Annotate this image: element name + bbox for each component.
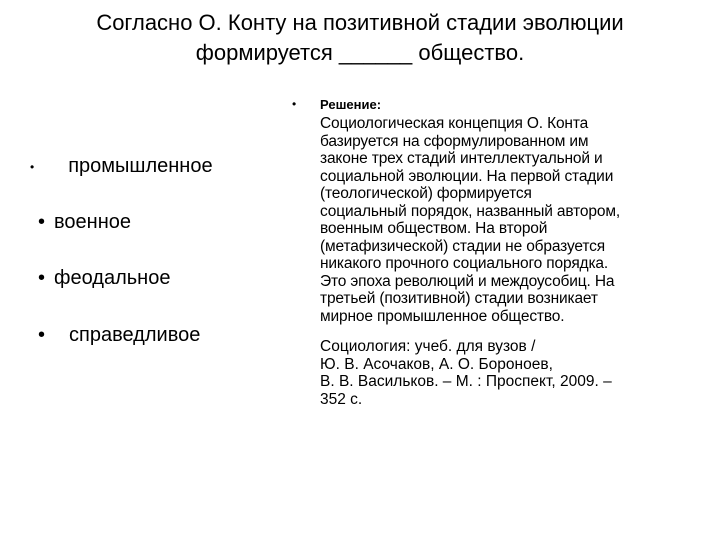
reference-line: Ю. В. Асочаков, А. О. Бороноев, xyxy=(320,355,553,373)
solution-line: законе трех стадий интеллектуальной и xyxy=(320,150,603,167)
solution-line: Социологическая концепция О. Конта xyxy=(320,115,589,132)
option-3 xyxy=(38,266,170,290)
bullet: • xyxy=(38,211,46,233)
solution-line: третьей (позитивной) стадии возникает xyxy=(320,290,598,307)
option-label: феодальное xyxy=(54,267,171,289)
solution-heading: Решение: xyxy=(320,97,382,112)
solution-line: никакого прочного социального порядка. xyxy=(320,255,609,272)
solution-line: социальный порядок, названный автором, xyxy=(320,202,620,220)
solution-line: Это эпоха революций и междоусобиц. На xyxy=(320,272,615,290)
solution-bullet: • xyxy=(292,97,297,111)
bullet: • xyxy=(38,324,46,346)
title-line-1: Согласно О. Конту на позитивной стадии эволюции xyxy=(96,10,624,35)
option-1 xyxy=(30,154,213,179)
solution-line: базируется на сформулированном им xyxy=(320,132,589,150)
solution-line: социальной эволюции. На первой стадии xyxy=(320,167,614,185)
option-label: военное xyxy=(54,211,131,233)
reference-line: Социология: учеб. для вузов / xyxy=(320,338,536,355)
reference-line: В. В. Васильков. – М. : Проспект, 2009. – xyxy=(320,373,612,390)
option-label: промышленное xyxy=(68,155,213,177)
option-2 xyxy=(38,210,131,234)
solution-line: военным обществом. На второй xyxy=(320,220,548,237)
solution-line: (метафизической) стадии не образуется xyxy=(320,237,605,255)
slide-title xyxy=(40,8,680,68)
solution-line: (теологической) формируется xyxy=(320,185,532,202)
solution-line: мирное промышленное общество. xyxy=(320,307,565,325)
title-line-2: формируется ______ общество. xyxy=(195,40,525,65)
option-label: справедливое xyxy=(69,324,201,346)
option-4 xyxy=(38,323,200,347)
bullet: • xyxy=(30,159,35,174)
bullet: • xyxy=(38,267,46,289)
reference-line: 352 с. xyxy=(320,390,363,408)
reference xyxy=(320,338,688,408)
solution-text xyxy=(320,115,688,325)
